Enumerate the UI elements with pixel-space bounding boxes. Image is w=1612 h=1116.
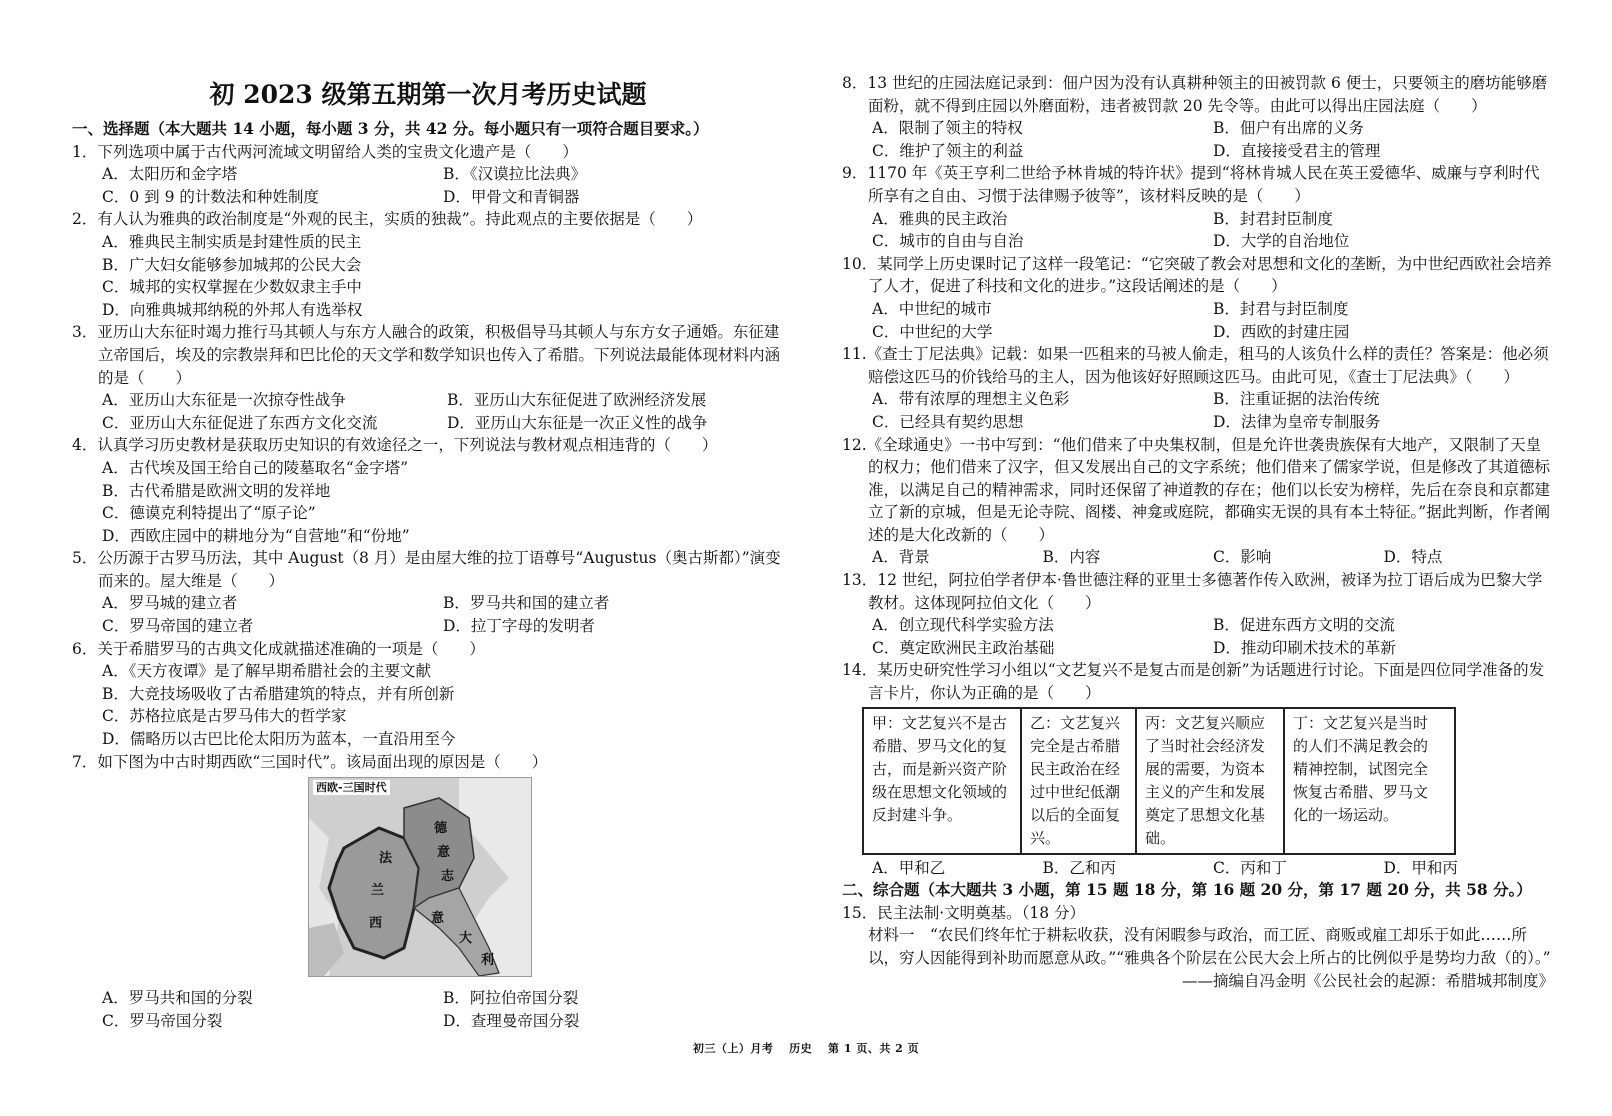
- q6-stem: 6．关于希腊罗马的古典文化成就描述准确的一项是（ ）: [72, 639, 485, 658]
- q13-option-a: A．创立现代科学实验方法: [872, 616, 1054, 635]
- question-2: [72, 208, 784, 321]
- q12-option-a: A．背景: [872, 548, 930, 567]
- q11-stem: 11.《查士丁尼法典》记载：如果一匹租来的马被人偷走，租马的人该负什么样的责任？答案是：他必须赔偿这匹马的价钱给马的主人，因为他该好好照顾这匹马。由此可见，《查士丁尼法典》（ ）: [842, 345, 1549, 386]
- q2-option-d: D．向雅典城邦纳税的外邦人有选举权: [102, 300, 363, 319]
- q15-source: ——摘编自冯金明《公民社会的起源：希腊城邦制度》: [1181, 971, 1554, 990]
- map-label-de: 德: [434, 821, 448, 837]
- card-bing: 丙：文艺复兴顺应了当时社会经济发展的需要，为资本主义的产生和发展奠定了思想文化基础。: [1137, 709, 1285, 853]
- q13-option-c: C．奠定欧洲民主政治基础: [872, 638, 1055, 657]
- section2-heading: 二、综合题（本大题共 3 小题，第 15 题 18 分，第 16 题 20 分，第 17 题 20 分，共 58 分。）: [842, 880, 1532, 900]
- q3-option-a: A．亚历山大东征是一次掠夺性战争: [102, 391, 346, 410]
- question-13: [842, 569, 1554, 659]
- q11-option-b: B．注重证据的法治传统: [1213, 390, 1380, 409]
- q13-stem: 13．12 世纪，阿拉伯学者伊本·鲁世德注释的亚里士多德著作传入欧洲，被译为拉丁语后成为巴黎大学教材。这体现阿拉伯文化（ ）: [842, 571, 1543, 612]
- q5-option-d: D．拉丁字母的发明者: [443, 617, 595, 636]
- q1-stem: 1．下列选项中属于古代两河流域文明留给人类的宝贵文化遗产是（ ）: [72, 142, 578, 161]
- q8-stem: 8．13 世纪的庄园法庭记录到：佃户因为没有认真耕种领主的田被罚款 6 便士，只要领主的磨坊能够磨面粉，就不得到庄园以外磨面粉，违者被罚款 20 先令等。由此可以得出庄园法庭（ ）: [842, 74, 1548, 115]
- card-yi: 乙：文艺复兴完全是古希腊民主政治在经过中世纪低潮以后的全面复兴。: [1022, 709, 1137, 853]
- q12-option-c: C．影响: [1213, 548, 1272, 567]
- map-title: 西欧-三国时代: [313, 780, 390, 795]
- q15-material: 材料一 “农民们终年忙于耕耘收获，没有闲暇参与政治，而工匠、商贩或雇工却乐于如此……所以，穷人因能得到补助而愿意从政。”“雅典各个阶层在公民大会上所占的比例似乎是势均力敌（的）。”: [868, 926, 1551, 967]
- q1-option-d: D．甲骨文和青铜器: [443, 187, 580, 206]
- map-label-fa: 法: [379, 851, 393, 867]
- right-column: [842, 72, 1554, 992]
- q13-option-b: B．促进东西方文明的交流: [1213, 616, 1395, 635]
- q14-stem: 14．某历史研究性学习小组以“文艺复兴不是复古而是创新”为话题进行讨论。下面是四位同学准备的发言卡片，你认为正确的是（ ）: [842, 661, 1545, 703]
- q3-option-c: C．亚历山大东征促进了东西方文化交流: [102, 413, 378, 432]
- q10-stem: 10．某同学上历史课时记了这样一段笔记：“它突破了教会对思想和文化的垄断，为中世纪西欧社会培养了人才，促进了科技和文化的进步。”这段话阐述的是（ ）: [842, 254, 1552, 296]
- q3-option-d: D．亚历山大东征是一次正义性的战争: [447, 413, 708, 432]
- q6-option-b: B．大竞技场吸收了古希腊建筑的特点，并有所创新: [102, 684, 455, 703]
- q9-option-d: D．大学的自治地位: [1213, 232, 1350, 251]
- q9-option-c: C．城市的自由与自治: [872, 232, 1024, 251]
- question-6: [72, 638, 784, 751]
- left-column: [72, 118, 784, 1032]
- map-drawing: [309, 778, 531, 976]
- q11-option-c: C．已经具有契约思想: [872, 412, 1024, 431]
- question-3: [72, 321, 784, 434]
- q11-option-d: D．法律为皇帝专制服务: [1213, 412, 1381, 431]
- q8-option-a: A．限制了领主的特权: [872, 119, 1023, 138]
- q14-option-c: C．丙和丁: [1213, 858, 1287, 877]
- q8-option-c: C．维护了领主的利益: [872, 141, 1024, 160]
- q9-option-b: B．封君封臣制度: [1213, 209, 1333, 228]
- question-15: [842, 902, 1554, 992]
- card-ding: 丁：文艺复兴是当时的人们不满足教会的精神控制，试图完全恢复古希腊、罗马文化的一场运动。: [1293, 713, 1429, 824]
- page-title: 初 2023 级第五期第一次月考历史试题: [209, 80, 647, 109]
- q6-option-c: C．苏格拉底是古罗马伟大的哲学家: [102, 707, 347, 726]
- q4-option-c: C．德谟克利特提出了“原子论”: [102, 504, 316, 523]
- q11-option-a: A．带有浓厚的理想主义色彩: [872, 390, 1070, 409]
- question-1: [72, 141, 784, 209]
- q4-stem: 4．认真学习历史教材是获取历史知识的有效途径之一，下列说法与教材观点相违背的（ ）: [72, 436, 718, 455]
- speech-cards: [862, 707, 1456, 855]
- question-5: [72, 547, 784, 637]
- q7-option-b: B．阿拉伯帝国分裂: [443, 989, 579, 1008]
- question-8: [842, 72, 1554, 162]
- q3-option-b: B．亚历山大东征促进了欧洲经济发展: [447, 391, 707, 410]
- q15-stem: 15．民主法制·文明奠基。（18 分）: [842, 903, 1086, 922]
- q6-option-d: D．儒略历以古巴比伦太阳历为蓝本，一直沿用至今: [102, 730, 456, 749]
- question-11: [842, 343, 1554, 433]
- q5-option-c: C．罗马帝国的建立者: [102, 617, 254, 636]
- map-label-zhi: 志: [441, 869, 455, 885]
- card-jia: 甲：文艺复兴不是古希腊、罗马文化的复古，而是新兴资产阶级在思想文化领域的反封建斗争。: [864, 709, 1022, 853]
- q4-option-a: A．古代埃及国王给自己的陵墓取名“金字塔”: [102, 458, 409, 477]
- q3-stem: 3．亚历山大东征时竭力推行马其顿人与东方人融合的政策，积极倡导马其顿人与东方女子通婚。东征建立帝国后，埃及的宗教崇拜和巴比伦的天文学和数学知识也传入了希腊。下列说法最能体现材料内涵的是（ ）: [72, 323, 781, 387]
- q12-option-b: B．内容: [1042, 548, 1101, 567]
- map-label-li: 利: [481, 953, 495, 969]
- q10-option-a: A．中世纪的城市: [872, 299, 992, 318]
- q1-option-b: B．《汉谟拉比法典》: [443, 165, 587, 184]
- three-kingdoms-map: [308, 777, 532, 977]
- q10-option-b: B．封君与封臣制度: [1213, 299, 1349, 318]
- q7-option-d: D．查理曼帝国分裂: [443, 1011, 580, 1030]
- q10-option-d: D．西欧的封建庄园: [1213, 322, 1350, 341]
- question-9: [842, 162, 1554, 252]
- q14-option-a: A．甲和乙: [872, 858, 946, 877]
- map-label-lan: 兰: [371, 883, 385, 899]
- page-footer: 初三（上）月考 历史 第 1 页、共 2 页: [692, 1042, 920, 1055]
- q7-stem: 7．如下图为中古时期西欧“三国时代”。该局面出现的原因是（ ）: [72, 752, 548, 771]
- q5-option-a: A．罗马城的建立者: [102, 594, 238, 613]
- q1-option-a: A．太阳历和金字塔: [102, 165, 238, 184]
- question-14: [842, 659, 1554, 879]
- map-label-xi: 西: [369, 916, 383, 932]
- q12-option-d: D．特点: [1383, 548, 1443, 567]
- q14-option-d: D．甲和丙: [1383, 858, 1458, 877]
- question-10: [842, 253, 1554, 343]
- question-4: [72, 434, 784, 547]
- map-label-da: 大: [459, 931, 473, 947]
- q9-option-a: A．雅典的民主政治: [872, 209, 1008, 228]
- q4-option-b: B．古代希腊是欧洲文明的发祥地: [102, 481, 331, 500]
- map-label-yi2: 意: [431, 911, 445, 927]
- map-label-yi: 意: [437, 845, 451, 861]
- question-12: [842, 434, 1554, 570]
- q6-option-a: A．《天方夜谭》是了解早期希腊社会的主要文献: [102, 662, 431, 681]
- q2-option-c: C．城邦的实权掌握在少数奴隶主手中: [102, 278, 362, 297]
- q2-stem: 2．有人认为雅典的政治制度是“外观的民主，实质的独裁”。持此观点的主要依据是（ ）: [72, 210, 703, 229]
- q1-option-c: C．0 到 9 的计数法和种姓制度: [102, 187, 319, 206]
- q12-stem: 12.《全球通史》一书中写到：“他们借来了中央集权制，但是允许世袭贵族保有大地产，又限制了天皇的权力；他们借来了汉字，但又发展出自己的文字系统；他们借来了儒家学说，但是修改了其道德标准，以满足自己的精神需求，同时还保留了神道教的存在；他们以长安为榜样，先后在奈良和京都建立了新的京城，但是无论寺院、阁楼、神龛或庭院，都确实无误的具有本土特征。”据此判断，作者阐述的是大化改新的（ ）: [842, 435, 1551, 544]
- q13-option-d: D．推动印刷术技术的革新: [1213, 638, 1396, 657]
- q2-option-b: B．广大妇女能够参加城邦的公民大会: [102, 255, 362, 274]
- q7-option-a: A．罗马共和国的分裂: [102, 989, 253, 1008]
- q2-option-a: A．雅典民主制实质是封建性质的民主: [102, 232, 362, 251]
- q8-option-b: B．佃户有出席的义务: [1213, 119, 1364, 138]
- q5-stem: 5．公历源于古罗马历法，其中 August（8 月）是由屋大维的拉丁语尊号“Augustus（奥古斯都）”演变而来的。屋大维是（ ）: [72, 549, 781, 590]
- q9-stem: 9．1170 年《英王亨利二世给予林肯城的特许状》提到“将林肯城人民在英王爱德华、威廉与亨利时代所享有之自由、习惯于法律赐予彼等”，该材料反映的是（ ）: [842, 164, 1540, 205]
- q7-option-c: C．罗马帝国分裂: [102, 1011, 223, 1030]
- q8-option-d: D．直接接受君主的管理: [1213, 141, 1381, 160]
- q10-option-c: C．中世纪的大学: [872, 322, 993, 341]
- q14-option-b: B．乙和丙: [1042, 858, 1116, 877]
- section1-heading: 一、选择题（本大题共 14 小题，每小题 3 分，共 42 分。每小题只有一项符合题目要求。）: [72, 119, 709, 138]
- question-7: [72, 751, 784, 1033]
- q4-option-d: D．西欧庄园中的耕地分为“自营地”和“份地”: [102, 526, 410, 545]
- q5-option-b: B．罗马共和国的建立者: [443, 594, 610, 613]
